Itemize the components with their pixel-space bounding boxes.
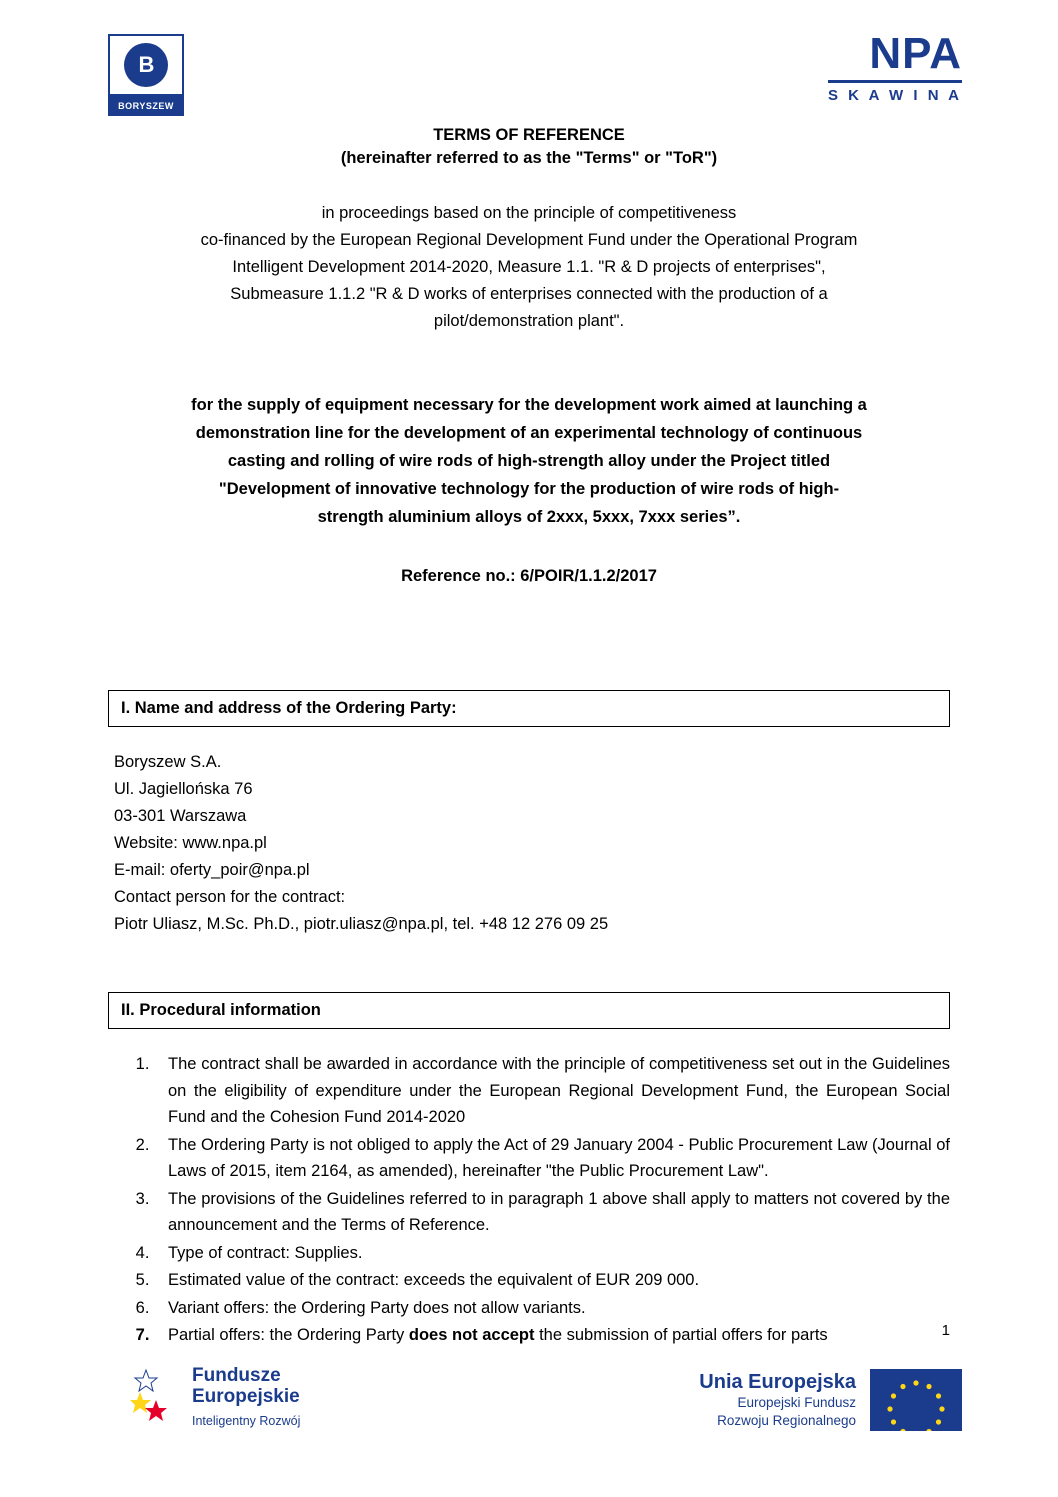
npa-logo [828,29,962,104]
list-item-text-part-1: Partial offers: the Ordering Party [168,1326,409,1344]
intro-line: pilot/demonstration plant". [433,312,625,330]
fundusze-europejskie-logo [130,1365,300,1432]
boryszew-monogram: B [124,43,168,87]
address-line: 03-301 Warszawa [114,807,247,825]
document-title-line-1: TERMS OF REFERENCE [433,126,625,144]
npa-logo-rule [828,80,962,83]
document-title [108,124,950,170]
intro-line: co-financed by the European Regional Development Fund under the Operational Program [200,231,858,249]
section-heading-ordering-party: I. Name and address of the Ordering Party: [108,690,950,727]
subject-line: "Development of innovative technology for the production of wire rods of high- [218,480,840,498]
list-item: 4. Type of contract: Supplies. [154,1240,950,1267]
subject-paragraph [108,391,950,531]
list-item: 3. The provisions of the Guidelines referred to in paragraph 1 above shall apply to matters not covered by the announcement and the Terms of Reference. [154,1186,950,1239]
npa-logo-name: NPA [869,29,962,78]
fundusze-europejskie-text [192,1365,300,1432]
list-item-text-part-2: the submission of partial offers for parts [534,1326,828,1344]
unia-europejska-text [699,1371,856,1430]
list-item-text-emphasis: does not accept [408,1326,535,1344]
intro-line: in proceedings based on the principle of competitiveness [321,204,737,222]
procedural-information-list [108,1051,950,1349]
fundusze-line-3: Inteligentny Rozwój [192,1414,301,1428]
page-number: 1 [941,1322,950,1339]
intro-line: Intelligent Development 2014-2020, Measure 1.1. "R & D projects of enterprises", [232,258,826,276]
fundusze-line-2: Europejskie [192,1386,300,1407]
subject-line: demonstration line for the development of an experimental technology of continuous [195,424,863,442]
address-line: Contact person for the contract: [114,888,346,906]
reference-number: Reference no.: 6/POIR/1.1.2/2017 [401,567,657,585]
subject-line: casting and rolling of wire rods of high-strength alloy under the Project titled [227,452,831,470]
list-item: 1. The contract shall be awarded in accordance with the principle of competitiveness set out in the Guidelines on the eligibility of expenditure under the European Regional Development Fund, the European Social Fund and the Cohesion Fund 2014-2020 [154,1051,950,1131]
subject-line: strength aluminium alloys of 2xxx, 5xxx, 7xxx series”. [317,508,741,526]
fundusze-stars-icon [130,1368,182,1430]
boryszew-logo [108,34,184,118]
address-line: Boryszew S.A. [114,753,222,771]
unia-line-1: Unia Europejska [699,1370,856,1393]
eu-flag-stars-icon [870,1369,962,1431]
address-line: Ul. Jagiellońska 76 [114,780,253,798]
ordering-party-address [108,749,950,938]
section-heading-procedural-information: II. Procedural information [108,992,950,1029]
fundusze-line-1: Fundusze [192,1365,281,1386]
list-item: 6. Variant offers: the Ordering Party does not allow variants. [154,1295,950,1322]
list-item [154,1322,950,1349]
unia-line-3: Rozwoju Regionalnego [717,1412,856,1428]
intro-paragraph [108,200,950,335]
address-line-email: E-mail: oferty_poir@npa.pl [114,861,310,879]
npa-logo-location: S K A W I N A [828,87,962,104]
intro-line: Submeasure 1.1.2 "R & D works of enterprises connected with the production of a [230,285,828,303]
subject-line: for the supply of equipment necessary for the development work aimed at launching a [191,396,867,414]
page-footer [0,1365,1058,1449]
page-header [0,0,1058,120]
unia-line-2: Europejski Fundusz [737,1394,856,1410]
boryszew-logo-mark [108,34,184,96]
address-line-contact: Piotr Uliasz, M.Sc. Ph.D., piotr.uliasz@npa.pl, tel. +48 12 276 09 25 [114,915,609,933]
fundusze-europejskie-mark [130,1368,182,1430]
eu-flag-icon [870,1369,962,1431]
boryszew-wordmark: BORYSZEW [108,96,184,116]
list-item: 5. Estimated value of the contract: exceeds the equivalent of EUR 209 000. [154,1267,950,1294]
document-content [0,124,1058,1349]
document-title-line-2: (hereinafter referred to as the "Terms" or "ToR") [340,149,718,167]
unia-europejska-logo [699,1369,962,1431]
address-line-website: Website: www.npa.pl [114,834,267,852]
list-item: 2. The Ordering Party is not obliged to apply the Act of 29 January 2004 - Public Procurement Law (Journal of Laws of 2015, item 2164, as amended), hereinafter "the Public Procurement Law". [154,1132,950,1185]
